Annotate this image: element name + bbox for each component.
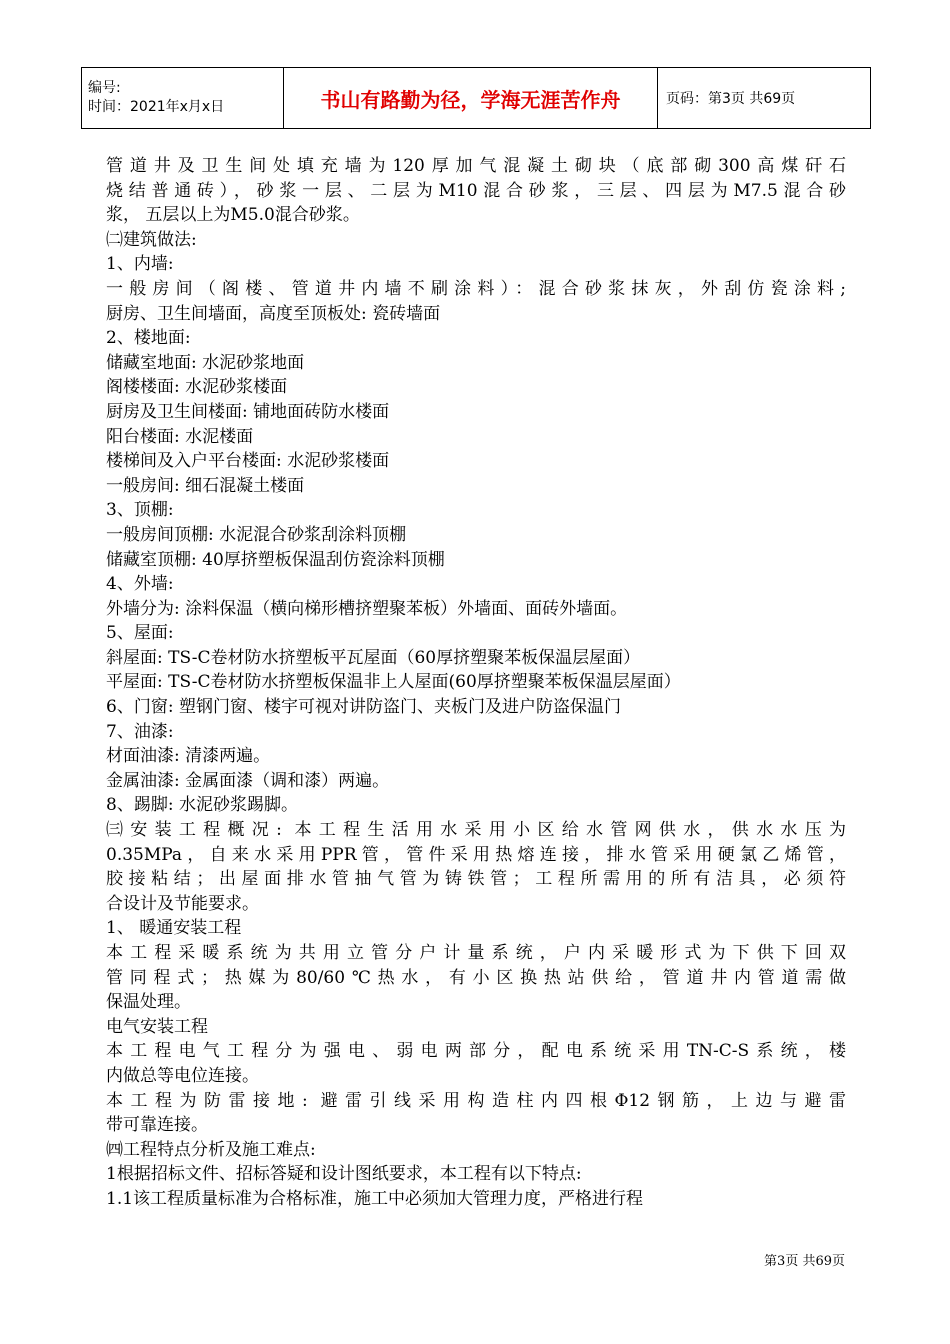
text-line: 带可靠连接。 [106, 1115, 208, 1136]
text-line: 斜屋面: TS-C卷材防水挤塑板平瓦屋面（60厚挤塑聚苯板保温层屋面） [106, 647, 641, 668]
header-left-cell [82, 68, 284, 128]
text-line: 合设计及节能要求。 [106, 893, 259, 914]
text-line: 本工程为防雷接地: 避雷引线采用构造柱内四根Φ12钢筋，上边与避雷 [106, 1090, 846, 1111]
text-line: 1、内墙: [106, 254, 174, 275]
text-line: 本工程采暖系统为共用立管分户计量系统，户内采暖形式为下供下回双 [106, 943, 846, 963]
text-line: 本工程电气工程分为强电、弱电两部分，配电系统采用TN-C-S系统，楼 [106, 1041, 846, 1062]
text-line: 储藏室地面: 水泥砂浆地面 [106, 352, 305, 373]
motto: 书山有路勤为径，学海无涯苦作舟 [284, 68, 658, 128]
text-line: 3、顶棚: [106, 500, 174, 521]
text-line: 金属油漆: 金属面漆（调和漆）两遍。 [106, 770, 390, 791]
text-line: 0.35MPa，自来水采用PPR管，管件采用热熔连接，排水管采用硬氯乙烯管， [106, 844, 846, 865]
text-line: 7、油漆: [106, 721, 174, 742]
number-label: 编号: [88, 80, 121, 96]
text-line: 4、外墙: [106, 574, 174, 595]
text-line: 保温处理。 [106, 992, 191, 1013]
text-line: 1根据招标文件、招标答疑和设计图纸要求，本工程有以下特点: [106, 1164, 582, 1185]
text-line: 楼梯间及入户平台楼面: 水泥砂浆楼面 [106, 451, 390, 472]
text-line: 5、屋面: [106, 623, 174, 644]
text-line: 储藏室顶棚: 40厚挤塑板保温刮仿瓷涂料顶棚 [106, 549, 445, 570]
text-line: ㈡建筑做法: [106, 229, 197, 250]
text-line: ㈣工程特点分析及施工难点: [106, 1139, 316, 1160]
text-line: 8、踢脚: 水泥砂浆踢脚。 [106, 795, 298, 816]
page-header [81, 67, 871, 129]
text-line: 材面油漆: 清漆两遍。 [106, 746, 271, 767]
text-line: 管道井及卫生间处填充墙为120厚加气混凝土砌块（底部砌300高煤矸石 [106, 156, 846, 176]
text-line: 1、 暖通安装工程 [106, 918, 242, 939]
page-code: 页码：第3页 共69页 [666, 91, 796, 107]
text-line: 厨房及卫生间楼面: 铺地面砖防水楼面 [106, 401, 390, 422]
date-label: 时间：2021年x月x日 [88, 99, 225, 115]
text-line: 电气安装工程 [106, 1016, 208, 1037]
text-line: 管同程式；热媒为80/60℃热水，有小区换热站供给，管道井内管道需做 [106, 967, 846, 988]
text-line: 一般房间: 细石混凝土楼面 [106, 475, 305, 496]
document-body [106, 154, 846, 1212]
text-line: 一般房间（阁楼、管道井内墙不刷涂料）：混合砂浆抹灰，外刮仿瓷涂料; [106, 278, 846, 299]
text-line: 浆， 五层以上为M5.0混合砂浆。 [106, 205, 360, 226]
text-line: 胶接粘结；出屋面排水管抽气管为铸铁管；工程所需用的所有洁具，必须符 [106, 869, 846, 890]
text-line: 6、门窗: 塑钢门窗、楼宇可视对讲防盗门、夹板门及进户防盗保温门 [106, 697, 621, 718]
text-line: ㈢安装工程概况: 本工程生活用水采用小区给水管网供水，供水水压为 [106, 820, 846, 841]
text-line: 阳台楼面: 水泥楼面 [106, 426, 254, 447]
text-line: 外墙分为: 涂料保温（横向梯形槽挤塑聚苯板）外墙面、面砖外墙面。 [106, 598, 628, 619]
page-footer: 第3页 共69页 [764, 1254, 845, 1269]
text-line: 1.1该工程质量标准为合格标准，施工中必须加大管理力度，严格进行程 [106, 1188, 644, 1209]
text-line: 厨房、卫生间墙面，高度至顶板处: 瓷砖墙面 [106, 303, 441, 324]
text-line: 烧结普通砖），砂浆一层、二层为M10混合砂浆，三层、四层为M7.5混合砂 [106, 180, 846, 201]
text-line: 一般房间顶棚: 水泥混合砂浆刮涂料顶棚 [106, 524, 407, 545]
text-line: 平屋面: TS-C卷材防水挤塑板保温非上人屋面(60厚挤塑聚苯板保温层屋面） [106, 672, 681, 693]
text-line: 阁楼楼面: 水泥砂浆楼面 [106, 377, 288, 398]
text-line: 内做总等电位连接。 [106, 1065, 259, 1086]
text-line: 2、楼地面: [106, 328, 191, 349]
